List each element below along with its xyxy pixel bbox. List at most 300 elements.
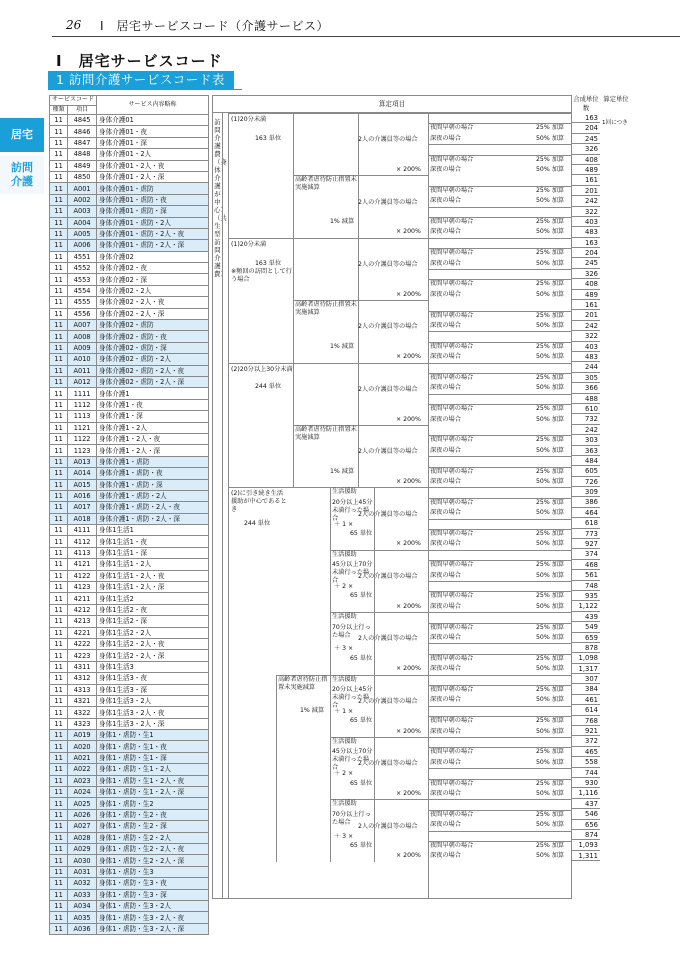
content-cell: 身体1生活1・2人・深 <box>97 582 209 593</box>
two-staff-rate: × 200% <box>396 602 421 610</box>
unit-cell: 656 <box>572 820 600 830</box>
vertical-service-label: 訪問介護費（身体介護が中心）（共生型訪問介護費） <box>214 118 227 278</box>
night-rate: 25% 加算 <box>536 654 565 662</box>
two-staff-label: 2人の介護員等の場合 <box>358 448 418 456</box>
content-cell: 身体1・虐防・生2・夜 <box>97 809 209 820</box>
night-rate: 25% 加算 <box>536 436 565 444</box>
life-support-title: 生活援助 <box>332 800 357 808</box>
unit-cell: 488 <box>572 394 600 404</box>
kind-cell: 11 <box>50 228 68 239</box>
header-kind: 種類 <box>50 105 68 115</box>
kind-cell: 11 <box>50 445 68 456</box>
unit-cell: 935 <box>572 591 600 601</box>
count-unit-header: 算定単位 <box>603 96 629 103</box>
code-cell: 4311 <box>68 661 97 672</box>
table-row <box>50 684 209 695</box>
divider <box>428 394 572 395</box>
table-row <box>50 741 209 752</box>
code-cell: A020 <box>68 741 97 752</box>
kind-cell: 11 <box>50 627 68 638</box>
late-label: 深夜の場合 <box>430 322 461 329</box>
code-cell: 4213 <box>68 616 97 627</box>
night-rate: 25% 加算 <box>536 155 565 163</box>
unit-cell: 1,093 <box>572 840 600 850</box>
service-category-title: (2)20分以上30分未満 <box>231 365 293 373</box>
divider <box>428 591 572 592</box>
code-cell: 1121 <box>68 422 97 433</box>
code-cell: 4123 <box>68 582 97 593</box>
content-cell: 身体介護01・虐防・2人・夜 <box>97 228 209 239</box>
night-rate: 25% 加算 <box>536 311 565 319</box>
night-label: 夜間早朝の場合 <box>430 810 474 818</box>
code-cell: 4847 <box>68 137 97 148</box>
unit-cell: 1,122 <box>572 601 600 611</box>
unit-cell: 374 <box>572 549 600 559</box>
unit-cell: 549 <box>572 622 600 632</box>
divider <box>428 498 572 499</box>
divider <box>428 779 572 780</box>
content-cell: 身体介護01・虐防・深 <box>97 206 209 217</box>
kind-cell: 11 <box>50 490 68 501</box>
night-label: 夜間早朝の場合 <box>430 779 474 787</box>
unit-cell: 558 <box>572 757 600 767</box>
code-cell: 4552 <box>68 263 97 274</box>
code-cell: 4313 <box>68 684 97 695</box>
late-rate: 50% 加算 <box>536 665 565 673</box>
header-service-code: サービスコード <box>50 96 97 106</box>
divider <box>428 810 572 811</box>
late-rate: 50% 加算 <box>536 571 565 579</box>
table-row <box>50 798 209 809</box>
unit-cell: 773 <box>572 529 600 539</box>
night-label: 夜間早朝の場合 <box>430 124 474 132</box>
base-units: 163 単位 <box>255 135 282 142</box>
table-row <box>50 616 209 627</box>
code-cell: A015 <box>68 479 97 490</box>
table-row <box>50 331 209 342</box>
content-cell: 身体1・虐防・生1・2人 <box>97 764 209 775</box>
unit-cell: 748 <box>572 581 600 591</box>
kind-cell: 11 <box>50 411 68 422</box>
table-row <box>50 775 209 786</box>
table-row <box>50 194 209 205</box>
table-row <box>50 604 209 615</box>
table-row <box>50 536 209 547</box>
running-header <box>52 14 680 36</box>
table-row <box>50 559 209 570</box>
table-row <box>50 707 209 718</box>
table-row <box>50 627 209 638</box>
unit-cell: 439 <box>572 612 600 622</box>
content-cell: 身体1生活1・2人・夜 <box>97 570 209 581</box>
side-tab-label: 訪問 <box>11 161 33 174</box>
content-cell: 身体1・虐防・生2 <box>97 798 209 809</box>
content-cell: 身体1生活1・深 <box>97 547 209 558</box>
table-row <box>50 661 209 672</box>
unit-column <box>572 113 600 861</box>
life-support-title: 生活援助 <box>332 550 357 558</box>
life-support-duration: 20分以上45分未満行った場合 <box>332 686 373 709</box>
table-row <box>50 126 209 137</box>
unit-cell: 163 <box>572 238 600 248</box>
kind-cell: 11 <box>50 251 68 262</box>
kind-cell: 11 <box>50 399 68 410</box>
life-support-duration: 45分以上70分未満行った場合 <box>332 561 373 585</box>
page-number: 26 <box>66 18 82 32</box>
divider <box>428 144 572 145</box>
late-label: 深夜の場合 <box>430 166 461 173</box>
night-label: 夜間早朝の場合 <box>430 748 474 756</box>
code-cell: 1112 <box>68 399 97 410</box>
table-row <box>50 399 209 410</box>
kind-cell: 11 <box>50 889 68 900</box>
divider <box>428 404 572 405</box>
divider <box>428 654 572 655</box>
content-cell: 身体1生活3・2人・深 <box>97 718 209 729</box>
life-support-multiplier: ＋ 1 × <box>334 520 354 528</box>
service-category-title: (1)20分未満 <box>231 240 267 248</box>
two-staff-label: 2人の介護員等の場合 <box>358 323 418 331</box>
kind-cell: 11 <box>50 923 68 934</box>
table-row <box>50 844 209 855</box>
life-support-title: 生活援助 <box>332 675 357 683</box>
night-rate: 25% 加算 <box>536 717 565 725</box>
divider <box>428 747 572 748</box>
late-label: 深夜の場合 <box>430 727 461 735</box>
code-cell: 4554 <box>68 285 97 296</box>
unit-cell: 659 <box>572 633 600 643</box>
unit-cell: 483 <box>572 227 600 237</box>
content-cell: 身体介護02・虐防・深 <box>97 342 209 353</box>
unit-cell: 161 <box>572 300 600 310</box>
kind-cell: 11 <box>50 433 68 444</box>
kind-cell: 11 <box>50 183 68 194</box>
divider <box>428 456 572 457</box>
two-staff-rate: × 200% <box>396 478 421 485</box>
night-label: 夜間早朝の場合 <box>430 623 474 631</box>
unit-cell: 484 <box>572 456 600 466</box>
late-rate: 50% 加算 <box>536 540 565 548</box>
code-cell: 4845 <box>68 115 97 126</box>
content-cell: 身体介護02・虐防 <box>97 320 209 331</box>
code-cell: A021 <box>68 752 97 763</box>
two-staff-label: 2人の介護員等の場合 <box>358 822 418 830</box>
code-cell: A010 <box>68 354 97 365</box>
code-cell: A031 <box>68 866 97 877</box>
divider <box>428 217 572 218</box>
header-item: 項目 <box>68 105 97 115</box>
kind-cell: 11 <box>50 342 68 353</box>
content-cell: 身体介護02 <box>97 251 209 262</box>
unit-cell: 161 <box>572 175 600 185</box>
kind-cell: 11 <box>50 912 68 923</box>
content-cell: 身体1生活3・2人・夜 <box>97 707 209 718</box>
night-label: 夜間早朝の場合 <box>430 280 474 288</box>
night-label: 夜間早朝の場合 <box>430 654 474 662</box>
late-rate: 50% 加算 <box>536 322 565 329</box>
code-cell: A001 <box>68 183 97 194</box>
divider <box>428 113 429 899</box>
unit-cell: 408 <box>572 155 600 165</box>
code-cell: 4113 <box>68 547 97 558</box>
late-label: 深夜の場合 <box>430 478 461 485</box>
content-cell: 身体1生活3・夜 <box>97 673 209 684</box>
kind-cell: 11 <box>50 650 68 661</box>
divider <box>330 799 572 800</box>
life-support-duration: 70分以上行った場合 <box>332 623 371 639</box>
kind-cell: 11 <box>50 308 68 319</box>
kind-cell: 11 <box>50 468 68 479</box>
table-row <box>50 217 209 228</box>
content-cell: 身体介護01 <box>97 115 209 126</box>
kind-cell: 11 <box>50 695 68 706</box>
life-support-duration: 20分以上45分未満行った場合 <box>332 498 373 522</box>
section-title: Ⅰ 居宅サービスコード <box>56 52 223 70</box>
unit-cell: 878 <box>572 643 600 653</box>
night-rate: 25% 加算 <box>536 124 565 132</box>
divider <box>330 487 572 488</box>
kind-cell: 11 <box>50 217 68 228</box>
two-staff-rate: × 200% <box>396 228 421 236</box>
table-row <box>50 320 209 331</box>
kind-cell: 11 <box>50 764 68 775</box>
calc-header: 算定項目 <box>212 95 572 113</box>
table-row <box>50 285 209 296</box>
two-staff-label: 2人の介護員等の場合 <box>358 385 418 393</box>
table-row <box>50 525 209 536</box>
table-row <box>50 490 209 501</box>
code-cell: 4122 <box>68 570 97 581</box>
content-cell: 身体介護1 <box>97 388 209 399</box>
late-label: 深夜の場合 <box>430 259 461 267</box>
service-code-table <box>49 95 209 935</box>
life-support-multiplier: ＋ 2 × <box>334 770 354 778</box>
night-rate: 25% 加算 <box>536 810 565 818</box>
table-header-row <box>50 96 209 106</box>
table-row <box>50 855 209 866</box>
table-row <box>50 582 209 593</box>
life-support-multiplier: ＋ 3 × <box>334 832 354 840</box>
divider <box>428 123 572 124</box>
night-label: 夜間早朝の場合 <box>430 592 474 600</box>
code-cell: 4555 <box>68 297 97 308</box>
kind-cell: 11 <box>50 365 68 376</box>
table-row <box>50 900 209 911</box>
table-row <box>50 832 209 843</box>
two-staff-rate: × 200% <box>396 727 421 735</box>
table-row <box>50 889 209 900</box>
content-cell: 身体介護01・2人 <box>97 149 209 160</box>
code-cell: 4312 <box>68 673 97 684</box>
code-cell: A018 <box>68 513 97 524</box>
content-cell: 身体1・虐防・生2・2人・深 <box>97 855 209 866</box>
unit-cell: 363 <box>572 446 600 456</box>
abuse-prevention-rate: 1% 減算 <box>300 706 325 714</box>
late-label: 深夜の場合 <box>430 634 461 641</box>
night-rate: 25% 加算 <box>536 249 565 257</box>
kind-cell: 11 <box>50 194 68 205</box>
code-cell: A014 <box>68 468 97 479</box>
unit-cell: 1,116 <box>572 788 600 798</box>
table-row <box>50 342 209 353</box>
kind-cell: 11 <box>50 798 68 809</box>
table-row <box>50 456 209 467</box>
table-row <box>50 228 209 239</box>
divider <box>276 675 277 862</box>
content-cell: 身体1生活1・夜 <box>97 536 209 547</box>
kind-cell: 11 <box>50 388 68 399</box>
base-units: 244 単位 <box>244 519 271 527</box>
two-staff-label: 2人の介護員等の場合 <box>358 760 418 768</box>
divider <box>428 685 572 686</box>
running-header-title: Ⅰ 居宅サービスコード（介護サービス） <box>100 19 330 33</box>
table-row <box>50 547 209 558</box>
kind-cell: 11 <box>50 809 68 820</box>
unit-cell: 461 <box>572 695 600 705</box>
two-staff-rate: × 200% <box>396 852 421 860</box>
code-cell: 4321 <box>68 695 97 706</box>
content-cell: 身体介護01・深 <box>97 137 209 148</box>
table-row <box>50 171 209 182</box>
kind-cell: 11 <box>50 707 68 718</box>
unit-cell: 605 <box>572 466 600 476</box>
life-support-units: 65 単位 <box>350 779 373 787</box>
table-row <box>50 593 209 604</box>
night-rate: 25% 加算 <box>536 623 565 631</box>
kind-cell: 11 <box>50 604 68 615</box>
unit-cell: 326 <box>572 144 600 154</box>
kind-cell: 11 <box>50 832 68 843</box>
code-cell: A007 <box>68 320 97 331</box>
content-cell: 身体介護1・虐防・深 <box>97 479 209 490</box>
divider <box>428 269 572 270</box>
unit-cell: 930 <box>572 778 600 788</box>
night-rate: 25% 加算 <box>536 218 565 225</box>
unit-cell: 242 <box>572 196 600 206</box>
subsection-underline <box>48 89 242 90</box>
abuse-prevention-label: 高齢者虐待防止措置未実施減算 <box>278 675 328 691</box>
table-row <box>50 308 209 319</box>
code-cell: A024 <box>68 787 97 798</box>
content-cell: 身体介護02・夜 <box>97 263 209 274</box>
code-cell: A022 <box>68 764 97 775</box>
life-support-title: 生活援助 <box>332 738 357 745</box>
late-rate: 50% 加算 <box>536 634 565 641</box>
abuse-prevention-rate: 1% 減算 <box>330 342 355 350</box>
content-cell: 身体介護1・深 <box>97 411 209 422</box>
side-tab-label: 介護 <box>11 175 33 188</box>
divider <box>428 279 572 280</box>
late-rate: 50% 加算 <box>536 696 565 704</box>
content-cell: 身体1生活2 <box>97 593 209 604</box>
kind-cell: 11 <box>50 844 68 855</box>
kind-cell: 11 <box>50 638 68 649</box>
night-label: 夜間早朝の場合 <box>430 249 474 257</box>
table-row <box>50 433 209 444</box>
unit-cell: 384 <box>572 684 600 694</box>
code-cell: 4212 <box>68 604 97 615</box>
night-label: 夜間早朝の場合 <box>430 342 474 350</box>
count-unit-note: 1回につき <box>602 120 628 126</box>
kind-cell: 11 <box>50 878 68 889</box>
unit-cell: 326 <box>572 269 600 279</box>
kind-cell: 11 <box>50 115 68 126</box>
night-rate: 25% 加算 <box>536 342 565 350</box>
two-staff-label: 2人の介護員等の場合 <box>358 635 418 643</box>
kind-cell: 11 <box>50 149 68 160</box>
unit-cell: 244 <box>572 362 600 372</box>
table-row <box>50 923 209 934</box>
code-cell: A006 <box>68 240 97 251</box>
table-row <box>50 468 209 479</box>
unit-cell: 1,311 <box>572 851 600 861</box>
divider <box>428 467 572 468</box>
late-rate: 50% 加算 <box>536 727 565 735</box>
late-label: 深夜の場合 <box>430 384 461 392</box>
two-staff-rate: × 200% <box>396 353 421 361</box>
code-cell: 4322 <box>68 707 97 718</box>
abuse-prevention-rate: 1% 減算 <box>330 218 355 225</box>
table-row <box>50 752 209 763</box>
unit-cell: 305 <box>572 373 600 383</box>
code-cell: 4849 <box>68 160 97 171</box>
night-rate: 25% 加算 <box>536 530 565 537</box>
two-staff-label: 2人の介護員等の場合 <box>358 261 418 268</box>
code-cell: A035 <box>68 912 97 923</box>
divider <box>428 311 572 312</box>
late-rate: 50% 加算 <box>536 821 565 829</box>
late-label: 深夜の場合 <box>430 821 461 829</box>
kind-cell: 11 <box>50 456 68 467</box>
side-tab-houmon-kaigo[interactable] <box>0 156 44 194</box>
unit-cell: 927 <box>572 539 600 549</box>
late-rate: 50% 加算 <box>536 415 565 423</box>
kind-cell: 11 <box>50 570 68 581</box>
unit-cell: 309 <box>572 487 600 497</box>
code-cell: 4323 <box>68 718 97 729</box>
night-label: 夜間早朝の場合 <box>430 218 474 225</box>
divider <box>222 113 223 899</box>
unit-cell: 489 <box>572 165 600 175</box>
kind-cell: 11 <box>50 137 68 148</box>
life-support-units: 65 単位 <box>350 530 373 537</box>
code-cell: A013 <box>68 456 97 467</box>
late-label: 深夜の場合 <box>430 540 461 548</box>
unit-cell: 322 <box>572 207 600 217</box>
late-label: 深夜の場合 <box>430 134 461 142</box>
code-cell: 1113 <box>68 411 97 422</box>
code-cell: 4222 <box>68 638 97 649</box>
unit-cell: 307 <box>572 674 600 684</box>
divider <box>428 581 572 582</box>
life-support-units: 65 単位 <box>350 654 373 662</box>
table-row <box>50 787 209 798</box>
late-label: 深夜の場合 <box>430 790 461 797</box>
code-cell: 4848 <box>68 149 97 160</box>
code-cell: A008 <box>68 331 97 342</box>
night-label: 夜間早朝の場合 <box>430 686 474 693</box>
code-cell: A027 <box>68 821 97 832</box>
two-staff-label: 2人の介護員等の場合 <box>358 136 418 144</box>
content-cell: 身体1生活1 <box>97 525 209 536</box>
divider <box>428 716 572 717</box>
night-rate: 25% 加算 <box>536 561 565 569</box>
life-support-multiplier: ＋ 3 × <box>334 645 354 653</box>
kind-cell: 11 <box>50 297 68 308</box>
side-tab-kyotaku[interactable] <box>0 118 44 152</box>
divider <box>428 623 572 624</box>
content-cell: 身体1・虐防・生3 <box>97 866 209 877</box>
